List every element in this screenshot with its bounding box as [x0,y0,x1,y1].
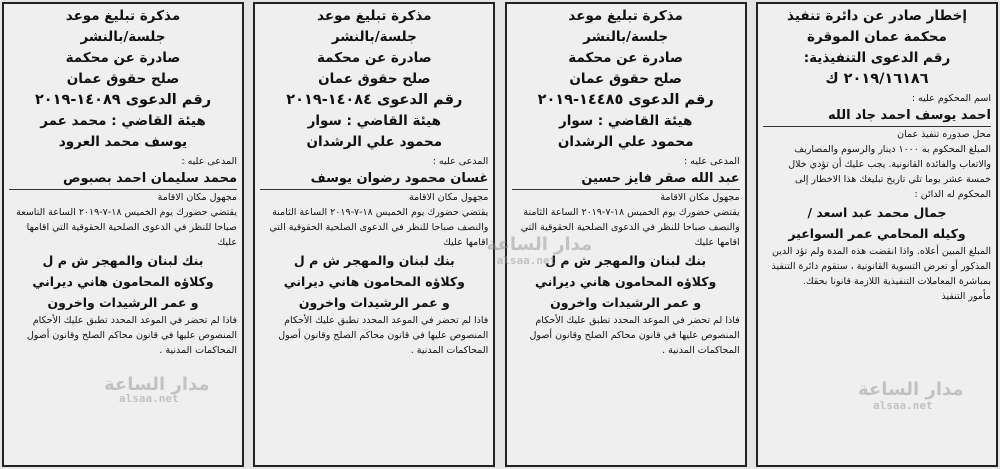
court-name: محكمة عمان الموقرة [807,29,947,45]
case-label: رقم الدعوى التنفيذية: [803,50,951,66]
notice-column-1 [2,2,244,467]
defendant-name: احمد يوسف احمد جاد الله [763,106,991,127]
plaintiff-lawyers: وكلاؤه المحامون هاني ديراني [32,274,214,289]
court-issuer: صادرة عن محكمة [316,50,432,66]
notice-title: مذكرة تبليغ موعد [65,8,181,24]
plaintiff-bank: بنك لبنان والمهجر ش م ل [293,253,455,268]
plaintiff-lawyers-2: و عمر الرشيدات واخرون [47,295,199,310]
watermark-latin: alsaa.net [496,254,557,267]
legal-footer: المبلغ المبين أعلاه. واذا انقضت هذه المدة ولم تؤد الدين المذكور أو تعرض التسوية القانونية ، ستقوم دائرة التنفيذ بمباشرة المعاملات التنفيذية اللازمة قانونا بحقك. [771,246,991,287]
hearing-text: يقتضي حضورك يوم الخميس ١٨-٧-٢٠١٩ الساعة الثامنة والنصف صباحا للنظر في الدعوى الصلحية الحقوقية التي اقامها عليك [269,207,489,248]
plaintiff-lawyers: وكلاؤه المحامون هاني ديراني [283,274,465,289]
notice-column-2 [253,2,495,467]
notice-column-3 [486,2,747,467]
notice-subtitle: جلسة/بالنشر [331,29,417,45]
notice-subtitle: جلسة/بالنشر [80,29,166,45]
notice-title: إخطار صادر عن دائرة تنفيذ [787,8,967,24]
defendant-label: المدعى عليه : [432,156,489,167]
defendant-label: المدعى عليه : [684,156,740,167]
judge-panel: هيئة القاضي : محمد عمر [40,113,206,129]
hearing-text: يقتضي حضورك يوم الخميس ١٨-٧-٢٠١٩ الساعة التاسعة صباحا للنظر في الدعوى الصلحية الحقوقية التي اقامها عليك [16,207,237,248]
legal-footer: فاذا لم تحضر في الموعد المحدد تطبق عليك الأحكام المنصوص عليها في قانون محاكم الصلح وقانون أصول المحاكمات المدنية . [529,315,740,356]
issuing-office: محل صدوره تنفيذ عمان [897,129,991,140]
plaintiff-lawyers: وكلاؤه المحامون هاني ديراني [535,274,717,289]
watermark-latin: alsaa.net [119,392,179,405]
court-name: صلح حقوق عمان [569,71,682,87]
court-issuer: صادرة عن محكمة [568,50,684,66]
court-name: صلح حقوق عمان [66,71,180,87]
plaintiff-lawyers-2: و عمر الرشيدات واخرون [298,295,450,310]
defendant-name: غسان محمود رضوان يوسف [260,169,488,190]
judge-name: يوسف محمد العرود [58,134,188,150]
notice-title: مذكرة تبليغ موعد [317,8,432,24]
watermark-latin: alsaa.net [872,399,933,412]
notice-subtitle: جلسة/بالنشر [583,29,669,45]
plaintiff-bank: بنك لبنان والمهجر ش م ل [545,253,707,268]
plaintiff-lawyers-2: و عمر الرشيدات واخرون [550,295,702,310]
case-number: رقم الدعوى ١٤٤٨٥-٢٠١٩ [537,92,714,108]
case-number: رقم الدعوى ١٤٠٨٤-٢٠١٩ [286,92,463,108]
notice-column-4 [756,2,998,467]
defendant-address: مجهول مكان الاقامة [660,192,740,203]
judge-panel: هيئة القاضي : سوار [307,113,442,129]
plaintiff-bank: بنك لبنان والمهجر ش م ل [42,253,204,268]
legal-footer: فاذا لم تحضر في الموعد المحدد تطبق عليك الأحكام المنصوص عليها في قانون محاكم الصلح وقانون أصول المحاكمات المدنية . [26,315,237,356]
watermark-arabic: مدار الساعة [857,379,964,400]
defendant-address: مجهول مكان الاقامة [157,192,237,203]
judge-panel: هيئة القاضي : سوار [558,113,693,129]
judge-name: محمود علي الرشدان [557,134,694,150]
defendant-address: مجهول مكان الاقامة [408,192,489,203]
defendant-name: عبد الله صقر فايز حسين [512,169,740,190]
signature: مأمور التنفيذ [941,291,991,302]
watermark-arabic: مدار الساعة [486,234,593,255]
judgment-text: المبلغ المحكوم به ١٠٠٠ دينار والرسوم والمصاريف والاتعاب والفائدة القانونية. يجب عليك أن تؤدي خلال خمسة عشر يوما تلي تاريخ تبليغك هذا الاخطار إلى المحكوم له الدائن : [788,144,991,200]
creditor-lawyer: وكيله المحامي عمر السواعير [788,226,966,241]
case-number: رقم الدعوى ١٤٠٨٩-٢٠١٩ [34,92,212,108]
case-number: ٢٠١٩/١٦١٨٦ ك [825,71,929,87]
defendant-label: اسم المحكوم عليه : [911,93,991,104]
legal-footer: فاذا لم تحضر في الموعد المحدد تطبق عليك الأحكام المنصوص عليها في قانون محاكم الصلح وقانون أصول المحاكمات المدنية . [278,315,489,356]
notice-title: مذكرة تبليغ موعد [568,8,683,24]
court-name: صلح حقوق عمان [318,71,431,87]
judge-name: محمود علي الرشدان [306,134,443,150]
defendant-label: المدعى عليه : [181,156,237,167]
watermark-arabic: مدار الساعة [104,374,210,395]
court-issuer: صادرة عن محكمة [65,50,181,66]
defendant-name: محمد سليمان احمد بصبوص [9,169,237,190]
hearing-text: يقتضي حضورك يوم الخميس ١٨-٧-٢٠١٩ الساعة الثامنة والنصف صباحا للنظر في الدعوى الصلحية الحقوقية التي اقامها عليك [520,207,740,248]
creditor-name: جمال محمد عبد اسعد / [807,205,947,220]
